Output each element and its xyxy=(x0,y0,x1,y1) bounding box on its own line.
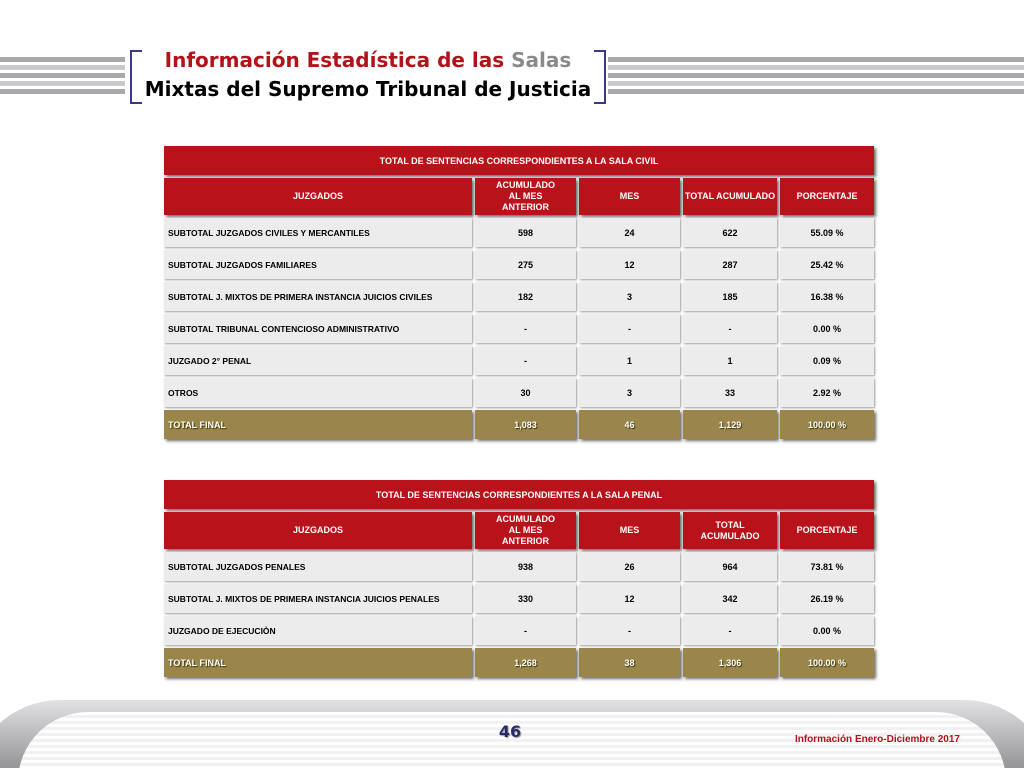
title-gray-text-1: Salas xyxy=(511,48,572,72)
column-header-line: TOTAL xyxy=(715,519,745,530)
column-header-line: ANTERIOR xyxy=(502,536,549,546)
value-cell-prev: - xyxy=(475,616,576,645)
total-label-cell: TOTAL FINAL xyxy=(164,648,472,677)
table-row xyxy=(164,250,874,279)
table-row xyxy=(164,378,874,407)
court-name-cell: JUZGADO 2° PENAL xyxy=(164,346,472,375)
column-header xyxy=(475,512,576,549)
value-cell-month: 26 xyxy=(579,552,680,581)
table-banner-row xyxy=(164,480,874,509)
total-value-cell-prev: 1,268 xyxy=(475,648,576,677)
title-stripes-left xyxy=(0,57,125,97)
value-cell-pct: 0.09 % xyxy=(780,346,874,375)
page-title xyxy=(142,46,594,104)
value-cell-total: - xyxy=(683,314,777,343)
table-total-row xyxy=(164,410,874,439)
value-cell-month: 12 xyxy=(579,250,680,279)
title-gray-text-2: Mixtas del Supremo Tribunal de Justicia xyxy=(144,77,592,101)
table-header-row xyxy=(164,178,874,215)
court-name-cell: SUBTOTAL JUZGADOS CIVILES Y MERCANTILES xyxy=(164,218,472,247)
value-cell-total: 964 xyxy=(683,552,777,581)
value-cell-total: - xyxy=(683,616,777,645)
total-value-cell-total: 1,306 xyxy=(683,648,777,677)
total-label-cell: TOTAL FINAL xyxy=(164,410,472,439)
column-header-line: AL MES xyxy=(508,525,543,535)
value-cell-pct: 55.09 % xyxy=(780,218,874,247)
title-bracket-right xyxy=(594,50,606,104)
table-row xyxy=(164,584,874,613)
value-cell-pct: 16.38 % xyxy=(780,282,874,311)
value-cell-pct: 0.00 % xyxy=(780,314,874,343)
column-header: JUZGADOS xyxy=(164,178,472,215)
penal-sentences-table xyxy=(161,477,877,680)
court-name-cell: SUBTOTAL J. MIXTOS DE PRIMERA INSTANCIA JUICIOS PENALES xyxy=(164,584,472,613)
column-header-line: ANTERIOR xyxy=(502,202,549,212)
table-row xyxy=(164,282,874,311)
value-cell-month: - xyxy=(579,314,680,343)
table-banner: TOTAL DE SENTENCIAS CORRESPONDIENTES A LA SALA CIVIL xyxy=(164,146,874,175)
value-cell-prev: 275 xyxy=(475,250,576,279)
value-cell-prev: 598 xyxy=(475,218,576,247)
court-name-cell: SUBTOTAL JUZGADOS PENALES xyxy=(164,552,472,581)
court-name-cell: SUBTOTAL JUZGADOS FAMILIARES xyxy=(164,250,472,279)
court-name-cell: OTROS xyxy=(164,378,472,407)
court-name-cell: SUBTOTAL J. MIXTOS DE PRIMERA INSTANCIA JUICIOS CIVILES xyxy=(164,282,472,311)
value-cell-month: - xyxy=(579,616,680,645)
value-cell-month: 1 xyxy=(579,346,680,375)
page-number: 46 xyxy=(498,722,522,741)
value-cell-prev: - xyxy=(475,346,576,375)
value-cell-prev: 30 xyxy=(475,378,576,407)
total-value-cell-total: 1,129 xyxy=(683,410,777,439)
value-cell-pct: 25.42 % xyxy=(780,250,874,279)
total-value-cell-month: 46 xyxy=(579,410,680,439)
footer-info-text: Información Enero-Diciembre 2017 xyxy=(794,734,960,745)
table-banner: TOTAL DE SENTENCIAS CORRESPONDIENTES A LA SALA PENAL xyxy=(164,480,874,509)
civil-sentences-table xyxy=(161,143,877,442)
column-header-line: ACUMULADO xyxy=(496,514,555,524)
value-cell-month: 24 xyxy=(579,218,680,247)
value-cell-total: 342 xyxy=(683,584,777,613)
total-value-cell-pct: 100.00 % xyxy=(780,648,874,677)
value-cell-month: 12 xyxy=(579,584,680,613)
table-total-row xyxy=(164,648,874,677)
value-cell-pct: 73.81 % xyxy=(780,552,874,581)
column-header: PORCENTAJE xyxy=(780,178,874,215)
column-header-line: TOTAL ACUMULADO xyxy=(684,191,776,201)
value-cell-prev: 182 xyxy=(475,282,576,311)
column-header xyxy=(475,178,576,215)
column-header-line: AL MES xyxy=(508,191,543,201)
value-cell-total: 1 xyxy=(683,346,777,375)
value-cell-total: 33 xyxy=(683,378,777,407)
title-red-text: Información Estadística de las xyxy=(164,48,505,72)
column-header: MES xyxy=(579,512,680,549)
table-row xyxy=(164,346,874,375)
total-value-cell-pct: 100.00 % xyxy=(780,410,874,439)
value-cell-month: 3 xyxy=(579,282,680,311)
value-cell-total: 287 xyxy=(683,250,777,279)
total-value-cell-month: 38 xyxy=(579,648,680,677)
column-header-line: ACUMULADO xyxy=(700,530,760,541)
court-name-cell: SUBTOTAL TRIBUNAL CONTENCIOSO ADMINISTRATIVO xyxy=(164,314,472,343)
table-row xyxy=(164,314,874,343)
table-header-row xyxy=(164,512,874,549)
value-cell-total: 185 xyxy=(683,282,777,311)
value-cell-pct: 0.00 % xyxy=(780,616,874,645)
column-header xyxy=(683,512,777,549)
value-cell-month: 3 xyxy=(579,378,680,407)
column-header-line: ACUMULADO xyxy=(496,180,555,190)
title-stripes-right xyxy=(608,57,1024,97)
title-bracket-left xyxy=(130,50,142,104)
value-cell-prev: - xyxy=(475,314,576,343)
value-cell-prev: 330 xyxy=(475,584,576,613)
total-value-cell-prev: 1,083 xyxy=(475,410,576,439)
table-banner-row xyxy=(164,146,874,175)
value-cell-pct: 2.92 % xyxy=(780,378,874,407)
table-row xyxy=(164,616,874,645)
table-row xyxy=(164,552,874,581)
column-header: MES xyxy=(579,178,680,215)
table-row xyxy=(164,218,874,247)
value-cell-prev: 938 xyxy=(475,552,576,581)
column-header: PORCENTAJE xyxy=(780,512,874,549)
value-cell-total: 622 xyxy=(683,218,777,247)
value-cell-pct: 26.19 % xyxy=(780,584,874,613)
court-name-cell: JUZGADO DE EJECUCIÒN xyxy=(164,616,472,645)
column-header xyxy=(683,178,777,215)
column-header: JUZGADOS xyxy=(164,512,472,549)
